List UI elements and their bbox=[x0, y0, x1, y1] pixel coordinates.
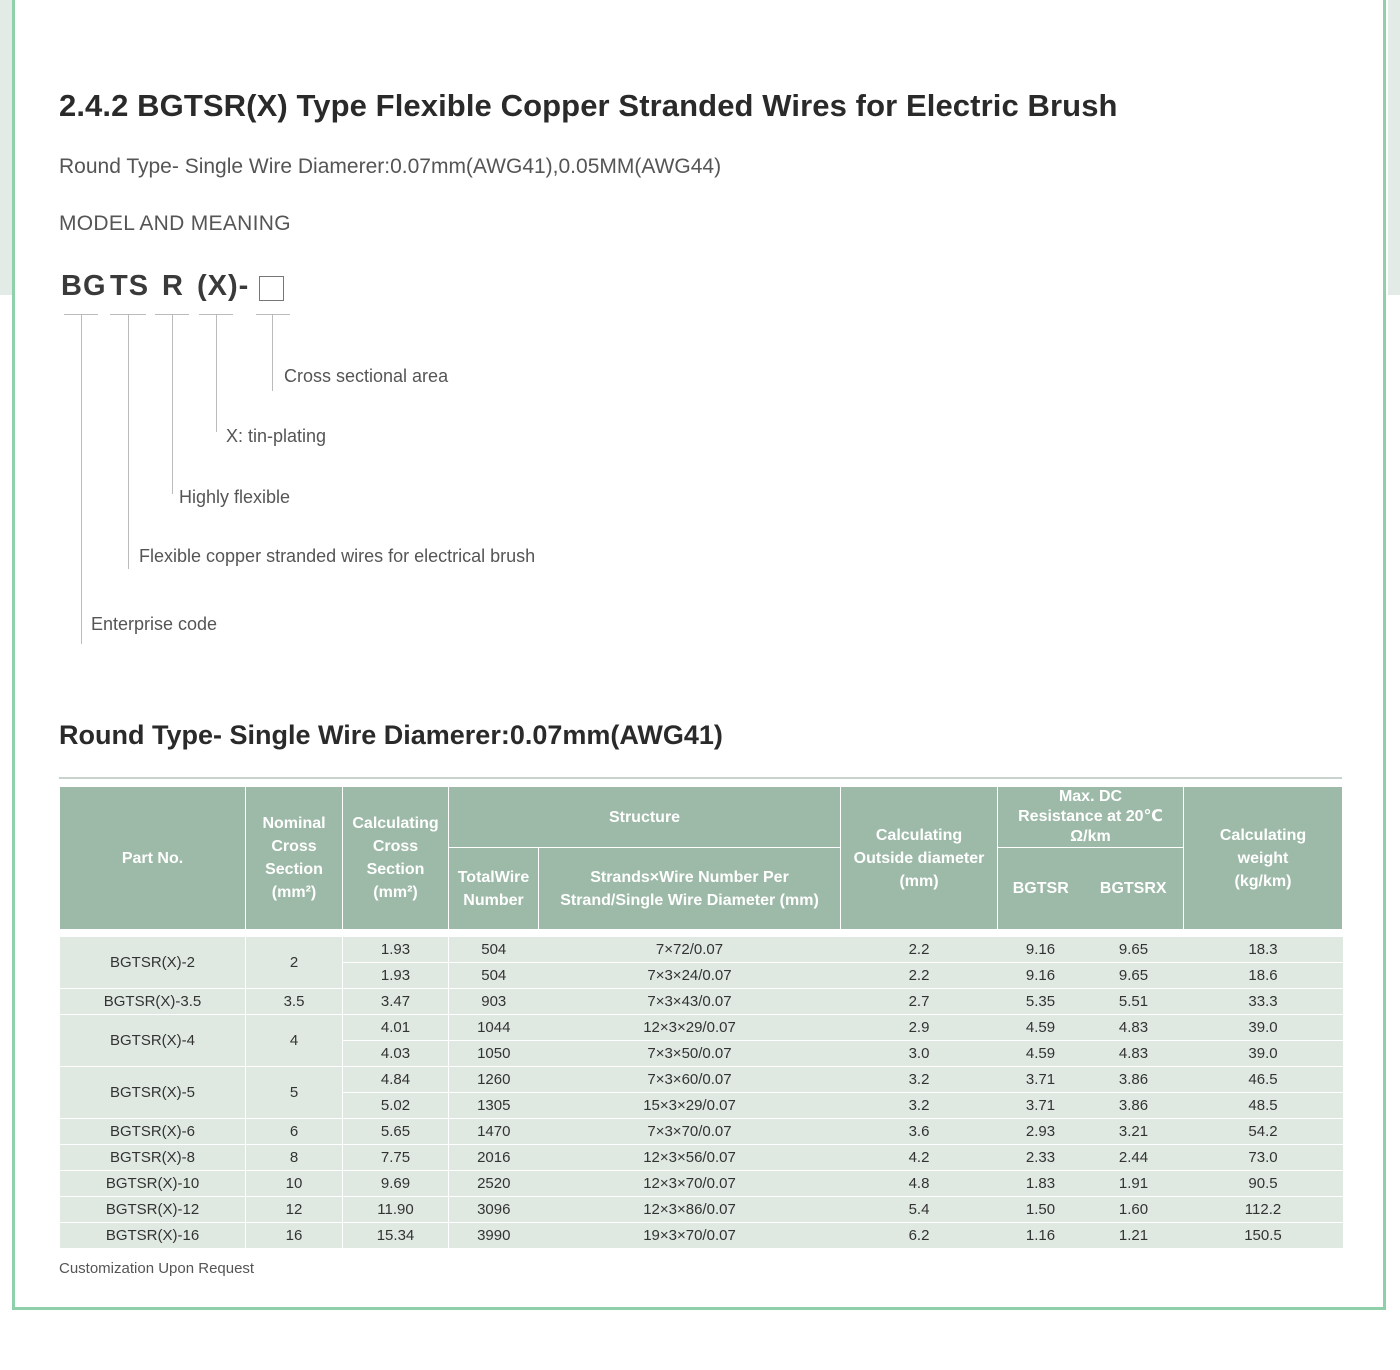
cell-r2: 2.44 bbox=[1084, 1145, 1184, 1171]
cell-nominal: 4 bbox=[246, 1015, 343, 1067]
header-strands: Strands×Wire Number Per Strand/Single Wire Diameter (mm) bbox=[539, 848, 841, 930]
section-title: Round Type- Single Wire Diamerer:0.07mm(AWG41) bbox=[59, 720, 723, 750]
cell-total: 2016 bbox=[449, 1145, 539, 1171]
cell-calc: 5.02 bbox=[343, 1093, 449, 1119]
cell-part: BGTSR(X)-12 bbox=[60, 1197, 246, 1223]
cell-part: BGTSR(X)-6 bbox=[60, 1119, 246, 1145]
cell-total: 504 bbox=[449, 937, 539, 963]
header-part-no: Part No. bbox=[60, 787, 246, 930]
cell-od: 2.2 bbox=[841, 937, 998, 963]
cell-total: 1305 bbox=[449, 1093, 539, 1119]
cell-calc: 3.47 bbox=[343, 989, 449, 1015]
cell-nominal: 10 bbox=[246, 1171, 343, 1197]
cell-calc: 4.01 bbox=[343, 1015, 449, 1041]
table-row bbox=[60, 1197, 1343, 1223]
cell-nominal: 16 bbox=[246, 1223, 343, 1249]
cell-weight: 112.2 bbox=[1184, 1197, 1343, 1223]
connector-r bbox=[172, 314, 173, 494]
connector-bg bbox=[81, 314, 82, 644]
cell-part: BGTSR(X)-4 bbox=[60, 1015, 246, 1067]
header-nominal: Nominal Cross Section (mm²) bbox=[246, 787, 343, 930]
page-title: 2.4.2 BGTSR(X) Type Flexible Copper Stranded Wires for Electric Brush bbox=[59, 88, 1118, 123]
cell-od: 4.8 bbox=[841, 1171, 998, 1197]
cell-od: 3.0 bbox=[841, 1041, 998, 1067]
cell-od: 4.2 bbox=[841, 1145, 998, 1171]
cell-od: 2.9 bbox=[841, 1015, 998, 1041]
cell-total: 903 bbox=[449, 989, 539, 1015]
cell-part: BGTSR(X)-10 bbox=[60, 1171, 246, 1197]
table-row bbox=[60, 1067, 1343, 1093]
cell-r1: 4.59 bbox=[998, 1041, 1084, 1067]
model-heading: MODEL AND MEANING bbox=[59, 212, 291, 235]
cell-strand: 7×72/0.07 bbox=[539, 937, 841, 963]
header-total-wire: TotalWire Number bbox=[449, 848, 539, 930]
table-row bbox=[60, 1015, 1343, 1041]
cell-part: BGTSR(X)-8 bbox=[60, 1145, 246, 1171]
cell-r2: 9.65 bbox=[1084, 963, 1184, 989]
section-divider bbox=[59, 777, 1342, 779]
cell-calc: 4.03 bbox=[343, 1041, 449, 1067]
cell-weight: 39.0 bbox=[1184, 1041, 1343, 1067]
cell-weight: 39.0 bbox=[1184, 1015, 1343, 1041]
meaning-flex: Highly flexible bbox=[179, 487, 291, 507]
meaning-enterprise: Enterprise code bbox=[91, 614, 218, 634]
cell-nominal: 12 bbox=[246, 1197, 343, 1223]
cell-total: 1260 bbox=[449, 1067, 539, 1093]
cell-calc: 11.90 bbox=[343, 1197, 449, 1223]
header-bgtsr: BGTSR bbox=[998, 848, 1084, 930]
cell-strand: 7×3×50/0.07 bbox=[539, 1041, 841, 1067]
cell-r1: 9.16 bbox=[998, 937, 1084, 963]
cell-weight: 73.0 bbox=[1184, 1145, 1343, 1171]
cell-nominal: 8 bbox=[246, 1145, 343, 1171]
cell-strand: 7×3×70/0.07 bbox=[539, 1119, 841, 1145]
background-strip-right bbox=[1388, 0, 1400, 295]
cell-strand: 12×3×29/0.07 bbox=[539, 1015, 841, 1041]
cell-strand: 7×3×24/0.07 bbox=[539, 963, 841, 989]
code-bg: BG bbox=[61, 270, 107, 302]
cell-nominal: 5 bbox=[246, 1067, 343, 1119]
cell-r2: 4.83 bbox=[1084, 1041, 1184, 1067]
cell-calc: 4.84 bbox=[343, 1067, 449, 1093]
cell-total: 3096 bbox=[449, 1197, 539, 1223]
table-row bbox=[60, 1119, 1343, 1145]
code-area-box bbox=[259, 276, 284, 301]
cell-weight: 18.6 bbox=[1184, 963, 1343, 989]
subtitle: Round Type- Single Wire Diamerer:0.07mm(AWG41),0.05MM(AWG44) bbox=[59, 155, 722, 178]
cell-total: 1044 bbox=[449, 1015, 539, 1041]
cell-r2: 5.51 bbox=[1084, 989, 1184, 1015]
cell-calc: 9.69 bbox=[343, 1171, 449, 1197]
header-resistance: Max. DC Resistance at 20℃ Ω/km bbox=[998, 787, 1184, 848]
cell-weight: 90.5 bbox=[1184, 1171, 1343, 1197]
cell-r1: 1.50 bbox=[998, 1197, 1084, 1223]
cell-strand: 7×3×60/0.07 bbox=[539, 1067, 841, 1093]
cell-calc: 1.93 bbox=[343, 937, 449, 963]
table-row bbox=[60, 989, 1343, 1015]
connector-area bbox=[272, 314, 273, 391]
table-row bbox=[60, 1223, 1343, 1249]
cell-weight: 54.2 bbox=[1184, 1119, 1343, 1145]
underline-area bbox=[256, 314, 290, 315]
cell-od: 2.7 bbox=[841, 989, 998, 1015]
meaning-wire: Flexible copper stranded wires for electrical brush bbox=[139, 546, 536, 566]
code-r: R bbox=[162, 270, 184, 302]
cell-r1: 3.71 bbox=[998, 1093, 1084, 1119]
cell-total: 504 bbox=[449, 963, 539, 989]
cell-calc: 15.34 bbox=[343, 1223, 449, 1249]
cell-calc: 7.75 bbox=[343, 1145, 449, 1171]
cell-r2: 1.91 bbox=[1084, 1171, 1184, 1197]
table-row bbox=[60, 937, 1343, 963]
cell-strand: 12×3×56/0.07 bbox=[539, 1145, 841, 1171]
cell-nominal: 2 bbox=[246, 937, 343, 989]
spec-table bbox=[59, 786, 1343, 1249]
cell-part: BGTSR(X)-5 bbox=[60, 1067, 246, 1119]
cell-weight: 150.5 bbox=[1184, 1223, 1343, 1249]
cell-r2: 3.86 bbox=[1084, 1067, 1184, 1093]
cell-r2: 3.86 bbox=[1084, 1093, 1184, 1119]
cell-r1: 1.16 bbox=[998, 1223, 1084, 1249]
cell-strand: 12×3×86/0.07 bbox=[539, 1197, 841, 1223]
cell-r1: 2.33 bbox=[998, 1145, 1084, 1171]
cell-weight: 33.3 bbox=[1184, 989, 1343, 1015]
cell-weight: 48.5 bbox=[1184, 1093, 1343, 1119]
cell-r2: 1.60 bbox=[1084, 1197, 1184, 1223]
cell-r1: 9.16 bbox=[998, 963, 1084, 989]
cell-part: BGTSR(X)-3.5 bbox=[60, 989, 246, 1015]
cell-strand: 19×3×70/0.07 bbox=[539, 1223, 841, 1249]
header-bgtsrx: BGTSRX bbox=[1084, 848, 1184, 930]
cell-strand: 7×3×43/0.07 bbox=[539, 989, 841, 1015]
cell-part: BGTSR(X)-2 bbox=[60, 937, 246, 989]
table-row bbox=[60, 1145, 1343, 1171]
connector-x bbox=[216, 314, 217, 432]
cell-r1: 4.59 bbox=[998, 1015, 1084, 1041]
cell-calc: 5.65 bbox=[343, 1119, 449, 1145]
code-x: (X)- bbox=[197, 270, 250, 302]
header-structure: Structure bbox=[449, 787, 841, 848]
cell-weight: 18.3 bbox=[1184, 937, 1343, 963]
cell-od: 3.2 bbox=[841, 1067, 998, 1093]
cell-r1: 2.93 bbox=[998, 1119, 1084, 1145]
cell-strand: 12×3×70/0.07 bbox=[539, 1171, 841, 1197]
cell-r2: 9.65 bbox=[1084, 937, 1184, 963]
cell-od: 5.4 bbox=[841, 1197, 998, 1223]
footnote: Customization Upon Request bbox=[59, 1260, 255, 1277]
cell-od: 3.2 bbox=[841, 1093, 998, 1119]
cell-nominal: 3.5 bbox=[246, 989, 343, 1015]
cell-r2: 1.21 bbox=[1084, 1223, 1184, 1249]
cell-r2: 4.83 bbox=[1084, 1015, 1184, 1041]
cell-nominal: 6 bbox=[246, 1119, 343, 1145]
code-ts: TS bbox=[110, 270, 150, 302]
cell-weight: 46.5 bbox=[1184, 1067, 1343, 1093]
cell-od: 3.6 bbox=[841, 1119, 998, 1145]
header-calc-cross: Calculating Cross Section (mm²) bbox=[343, 787, 449, 930]
cell-r1: 3.71 bbox=[998, 1067, 1084, 1093]
cell-total: 1470 bbox=[449, 1119, 539, 1145]
connector-ts bbox=[128, 314, 129, 569]
cell-part: BGTSR(X)-16 bbox=[60, 1223, 246, 1249]
cell-od: 2.2 bbox=[841, 963, 998, 989]
cell-total: 2520 bbox=[449, 1171, 539, 1197]
meaning-area: Cross sectional area bbox=[284, 366, 449, 386]
header-outside-diameter: Calculating Outside diameter (mm) bbox=[841, 787, 998, 930]
table-row bbox=[60, 1171, 1343, 1197]
meaning-tin: X: tin-plating bbox=[226, 426, 327, 446]
cell-od: 6.2 bbox=[841, 1223, 998, 1249]
header-weight: Calculating weight (kg/km) bbox=[1184, 787, 1343, 930]
cell-r1: 1.83 bbox=[998, 1171, 1084, 1197]
cell-strand: 15×3×29/0.07 bbox=[539, 1093, 841, 1119]
cell-r2: 3.21 bbox=[1084, 1119, 1184, 1145]
cell-total: 1050 bbox=[449, 1041, 539, 1067]
cell-r1: 5.35 bbox=[998, 989, 1084, 1015]
cell-calc: 1.93 bbox=[343, 963, 449, 989]
cell-total: 3990 bbox=[449, 1223, 539, 1249]
